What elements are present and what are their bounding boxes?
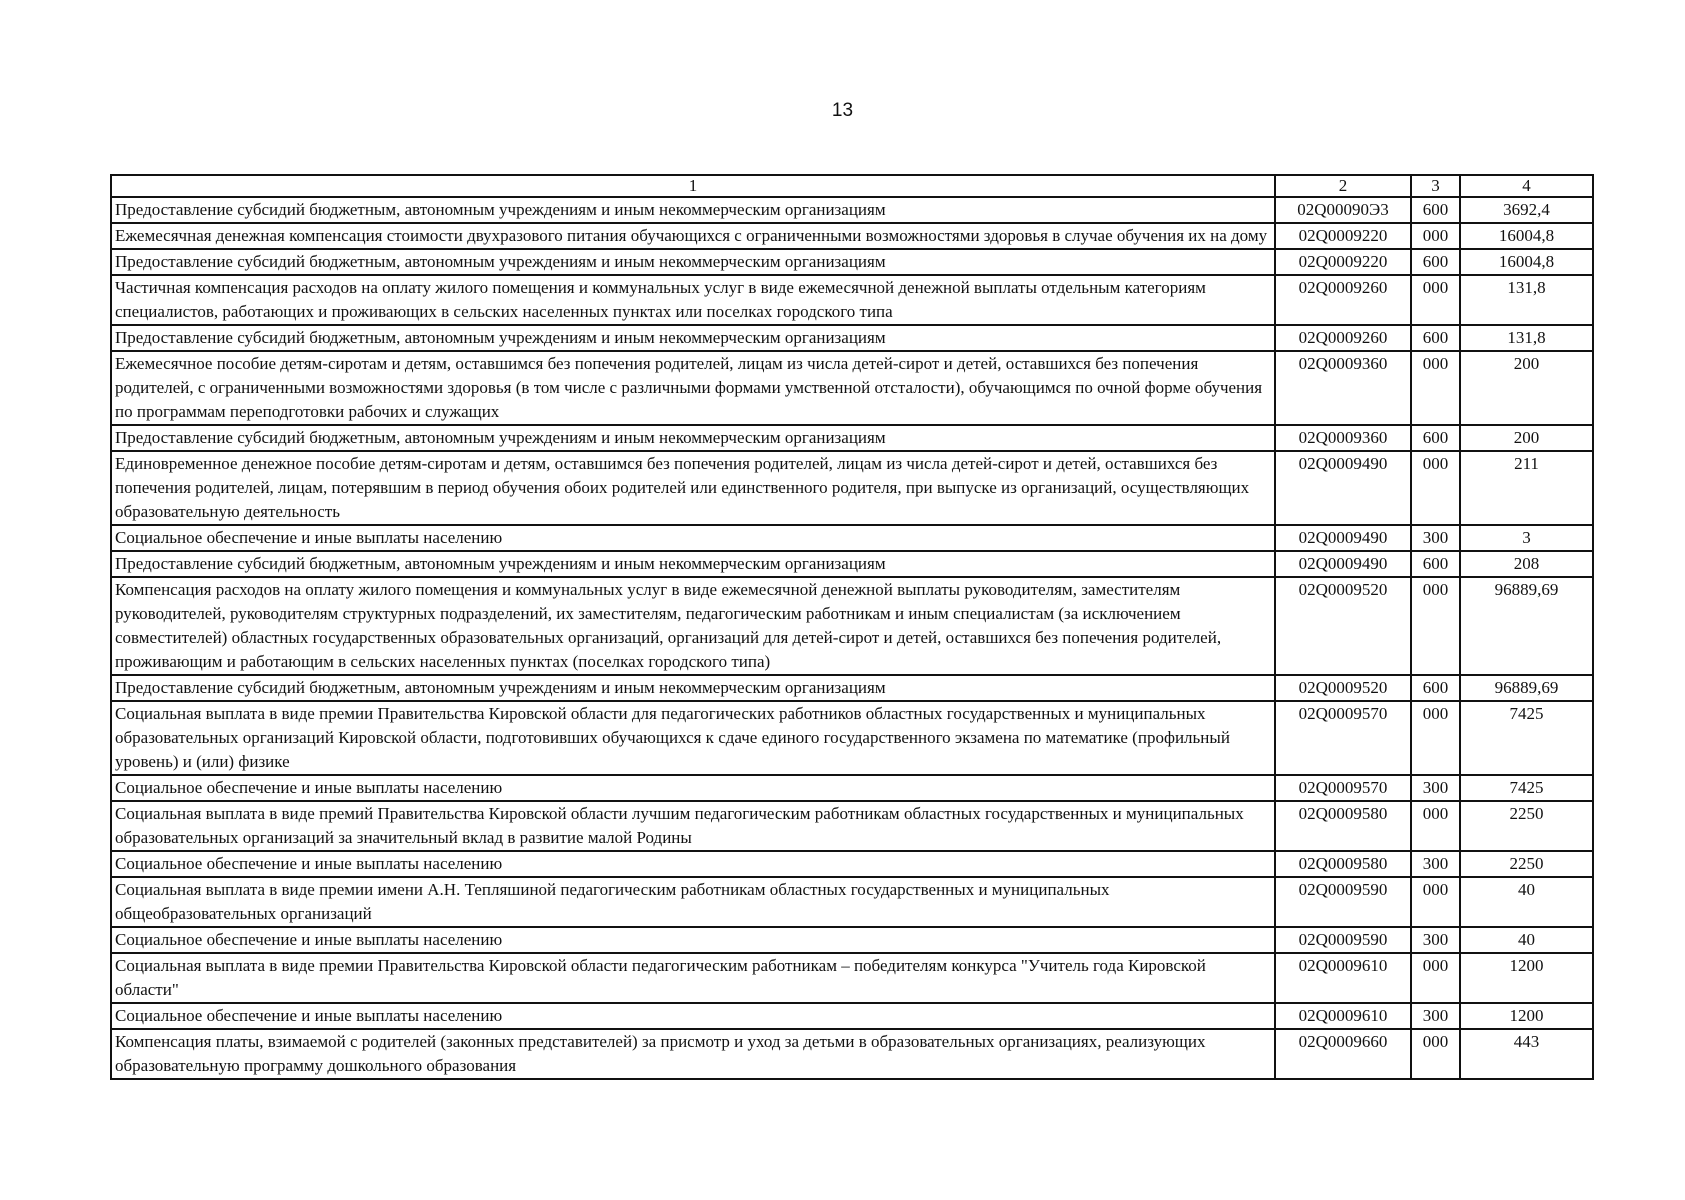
row-sum: 2250 [1460,801,1593,851]
row-code: 02Q0009520 [1275,577,1411,675]
page-number: 13 [831,100,854,121]
row-code: 02Q0009490 [1275,451,1411,525]
row-name: Социальное обеспечение и иные выплаты населению [111,927,1275,953]
row-name: Предоставление субсидий бюджетным, автономным учреждениям и иным некоммерческим организациям [111,197,1275,223]
row-sum: 211 [1460,451,1593,525]
table-row [111,801,1593,851]
row-code: 02Q0009660 [1275,1029,1411,1079]
row-sum: 131,8 [1460,275,1593,325]
row-code: 02Q0009260 [1275,275,1411,325]
row-type: 300 [1411,1003,1460,1029]
row-type: 000 [1411,801,1460,851]
row-sum: 200 [1460,425,1593,451]
header-col-3: 3 [1411,175,1460,197]
row-name: Социальная выплата в виде премий Правительства Кировской области лучшим педагогическим работникам областных государственных и муниципальных образовательных организаций за значительный вклад в развитие малой Родины [111,801,1275,851]
row-code: 02Q0009580 [1275,851,1411,877]
budget-table-container [110,174,1592,1080]
row-type: 600 [1411,551,1460,577]
table-row [111,577,1593,675]
row-type: 000 [1411,275,1460,325]
header-col-1: 1 [111,175,1275,197]
row-name: Социальное обеспечение и иные выплаты населению [111,1003,1275,1029]
table-row [111,1003,1593,1029]
row-name: Социальное обеспечение и иные выплаты населению [111,775,1275,801]
header-col-2: 2 [1275,175,1411,197]
row-type: 600 [1411,197,1460,223]
row-code: 02Q0009580 [1275,801,1411,851]
table-row [111,525,1593,551]
row-name: Предоставление субсидий бюджетным, автономным учреждениям и иным некоммерческим организациям [111,325,1275,351]
row-sum: 40 [1460,927,1593,953]
row-code: 02Q0009220 [1275,249,1411,275]
row-type: 600 [1411,325,1460,351]
table-row [111,275,1593,325]
table-row [111,1029,1593,1079]
row-type: 600 [1411,425,1460,451]
table-row [111,351,1593,425]
row-code: 02Q0009490 [1275,551,1411,577]
row-sum: 131,8 [1460,325,1593,351]
row-sum: 7425 [1460,701,1593,775]
row-name: Единовременное денежное пособие детям-сиротам и детям, оставшимся без попечения родителей, лицам из числа детей-сирот и детей, оставшихся без попечения родителей, лицам, потерявшим в период обучения обоих родителей или единственного родителя, при выпуске из организаций, осуществляющих образовательную деятельность [111,451,1275,525]
row-code: 02Q00090Э3 [1275,197,1411,223]
row-code: 02Q0009360 [1275,351,1411,425]
row-code: 02Q0009570 [1275,775,1411,801]
table-row [111,851,1593,877]
row-sum: 16004,8 [1460,249,1593,275]
row-sum: 96889,69 [1460,577,1593,675]
row-type: 300 [1411,775,1460,801]
row-type: 000 [1411,701,1460,775]
table-row [111,953,1593,1003]
table-row [111,249,1593,275]
row-code: 02Q0009360 [1275,425,1411,451]
row-name: Компенсация расходов на оплату жилого помещения и коммунальных услуг в виде ежемесячной денежной выплаты руководителям, заместителям руководителей, руководителям структурных подразделений, их заместителям, педагогическим работникам и иным специалистам (за исключением совместителей) областных государственных образовательных организаций, организаций для детей-сирот и детей, оставшихся без попечения родителей, проживающим и работающим в сельских населенных пунктах (поселках городского типа) [111,577,1275,675]
row-type: 000 [1411,451,1460,525]
table-row [111,701,1593,775]
row-code: 02Q0009610 [1275,953,1411,1003]
row-code: 02Q0009220 [1275,223,1411,249]
row-code: 02Q0009490 [1275,525,1411,551]
row-type: 300 [1411,851,1460,877]
row-name: Социальное обеспечение и иные выплаты населению [111,851,1275,877]
row-code: 02Q0009590 [1275,877,1411,927]
table-row [111,223,1593,249]
table-row [111,325,1593,351]
budget-table [110,174,1594,1080]
row-type: 000 [1411,351,1460,425]
row-type: 600 [1411,675,1460,701]
row-sum: 443 [1460,1029,1593,1079]
row-type: 000 [1411,1029,1460,1079]
row-name: Компенсация платы, взимаемой с родителей (законных представителей) за присмотр и уход за детьми в образовательных организациях, реализующих образовательную программу дошкольного образования [111,1029,1275,1079]
row-name: Социальная выплата в виде премии Правительства Кировской области для педагогических работников областных государственных и муниципальных образовательных организаций Кировской области, подготовивших обучающихся к сдаче единого государственного экзамена по математике (профильный уровень) и (или) физике [111,701,1275,775]
row-name: Ежемесячная денежная компенсация стоимости двухразового питания обучающихся с ограниченными возможностями здоровья в случае обучения их на дому [111,223,1275,249]
row-sum: 16004,8 [1460,223,1593,249]
row-sum: 208 [1460,551,1593,577]
table-row [111,425,1593,451]
row-type: 300 [1411,525,1460,551]
row-name: Предоставление субсидий бюджетным, автономным учреждениям и иным некоммерческим организациям [111,675,1275,701]
row-sum: 1200 [1460,1003,1593,1029]
row-name: Ежемесячное пособие детям-сиротам и детям, оставшимся без попечения родителей, лицам из числа детей-сирот и детей, оставшихся без попечения родителей, с ограниченными возможностями здоровья (в том числе с различными формами умственной отсталости), обучающимся по очной форме обучения по программам переподготовки рабочих и служащих [111,351,1275,425]
row-sum: 3692,4 [1460,197,1593,223]
table-row [111,551,1593,577]
row-sum: 1200 [1460,953,1593,1003]
table-header-row [111,175,1593,197]
table-row [111,775,1593,801]
row-name: Социальная выплата в виде премии Правительства Кировской области педагогическим работникам – победителям конкурса "Учитель года Кировской области" [111,953,1275,1003]
row-code: 02Q0009590 [1275,927,1411,953]
row-code: 02Q0009520 [1275,675,1411,701]
row-sum: 3 [1460,525,1593,551]
row-name: Социальное обеспечение и иные выплаты населению [111,525,1275,551]
table-row [111,927,1593,953]
table-row [111,877,1593,927]
row-type: 000 [1411,953,1460,1003]
row-sum: 40 [1460,877,1593,927]
row-sum: 7425 [1460,775,1593,801]
row-name: Предоставление субсидий бюджетным, автономным учреждениям и иным некоммерческим организациям [111,425,1275,451]
row-code: 02Q0009260 [1275,325,1411,351]
row-name: Предоставление субсидий бюджетным, автономным учреждениям и иным некоммерческим организациям [111,551,1275,577]
table-row [111,675,1593,701]
row-code: 02Q0009570 [1275,701,1411,775]
table-row [111,197,1593,223]
row-code: 02Q0009610 [1275,1003,1411,1029]
table-body [111,197,1593,1079]
row-type: 000 [1411,223,1460,249]
row-type: 000 [1411,877,1460,927]
header-col-4: 4 [1460,175,1593,197]
row-type: 300 [1411,927,1460,953]
row-sum: 200 [1460,351,1593,425]
table-row [111,451,1593,525]
row-name: Социальная выплата в виде премии имени А.Н. Тепляшиной педагогическим работникам областных государственных и муниципальных общеобразовательных организаций [111,877,1275,927]
row-name: Частичная компенсация расходов на оплату жилого помещения и коммунальных услуг в виде ежемесячной денежной выплаты отдельным категориям специалистов, работающих и проживающих в сельских населенных пунктах или поселках городского типа [111,275,1275,325]
row-sum: 96889,69 [1460,675,1593,701]
row-name: Предоставление субсидий бюджетным, автономным учреждениям и иным некоммерческим организациям [111,249,1275,275]
row-type: 000 [1411,577,1460,675]
row-type: 600 [1411,249,1460,275]
row-sum: 2250 [1460,851,1593,877]
